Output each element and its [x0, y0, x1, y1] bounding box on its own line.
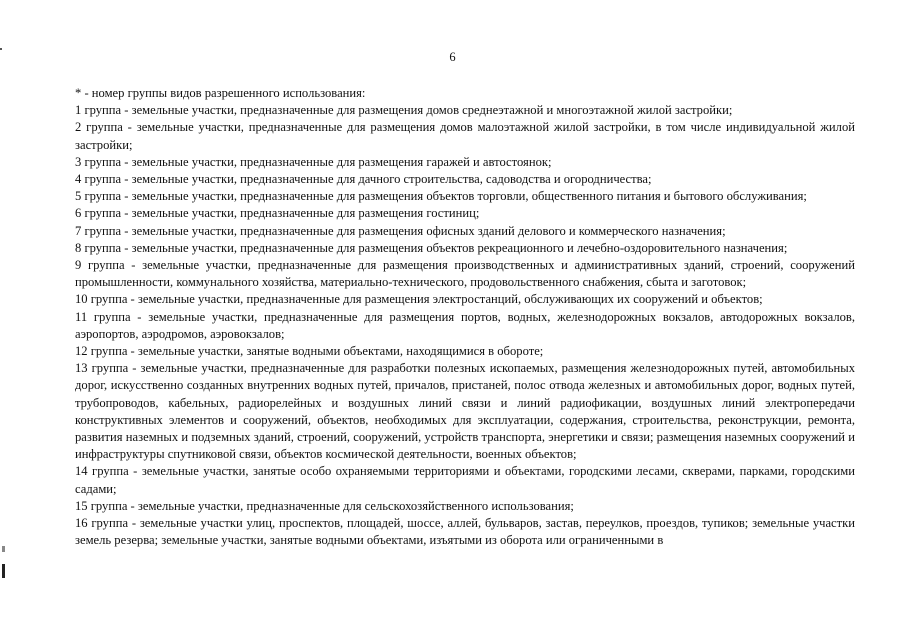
page-number: 6 [449, 50, 456, 64]
group-11: 11 группа - земельные участки, предназначенные для размещения портов, водных, железнодорожных вокзалов, автодорожных вокзалов, аэропортов, аэродромов, аэровокзалов; [75, 309, 855, 341]
group-16: 16 группа - земельные участки улиц, проспектов, площадей, шоссе, аллей, бульваров, застав, переулков, проездов, тупиков; земельные участки земель резерва; земельные участки, занятые водными объектами, изъятыми из оборота или ограниченными в [75, 516, 855, 548]
group-15: 15 группа - земельные участки, предназначенные для сельскохозяйственного использования; [75, 498, 574, 513]
group-10: 10 группа - земельные участки, предназначенные для размещения электростанций, обслуживающих их сооружений и объектов; [75, 292, 763, 307]
intro-line: * - номер группы видов разрешенного использования: [75, 86, 366, 100]
scan-artifact [2, 546, 5, 552]
group-2: 2 группа - земельные участки, предназначенные для размещения домов малоэтажной жилой застройки, в том числе индивидуальной жилой застройки; [75, 120, 855, 152]
group-12: 12 группа - земельные участки, занятые водными объектами, находящимися в обороте; [75, 344, 544, 359]
group-5: 5 группа - земельные участки, предназначенные для размещения объектов торговли, общественного питания и бытового обслуживания; [75, 189, 807, 204]
group-7: 7 группа - земельные участки, предназначенные для размещения офисных зданий делового и коммерческого назначения; [75, 223, 726, 238]
scan-artifact [2, 564, 5, 578]
group-6: 6 группа - земельные участки, предназначенные для размещения гостиниц; [75, 206, 480, 221]
group-14: 14 группа - земельные участки, занятые особо охраняемыми территориями и объектами, городскими лесами, скверами, парками, городскими садами; [75, 464, 855, 496]
document-body [75, 85, 855, 549]
group-1: 1 группа - земельные участки, предназначенные для размещения домов среднеэтажной и многоэтажной жилой застройки; [75, 103, 733, 118]
group-4: 4 группа - земельные участки, предназначенные для дачного строительства, садоводства и огородничества; [75, 172, 652, 187]
group-13: 13 группа - земельные участки, предназначенные для разработки полезных ископаемых, размещения железнодорожных путей, автомобильных дорог, искусственно созданных внутренних водных путей, причалов, пристаней, полос отвода железных и автомобильных дорог, водных путей, трубопроводов, кабельных, радиорелейных и воздушных линий связи и линий радиофикации, воздушных линий электропередачи конструктивных элементов и сооружений, объектов, необходимых для эксплуатации, содержания, строительства, реконструкции, ремонта, развития наземных и подземных зданий, строений, сооружений, устройств транспорта, энергетики и связи; размещения наземных сооружений и инфраструктуры спутниковой связи, объектов космической деятельности, военных объектов; [75, 361, 855, 462]
group-3: 3 группа - земельные участки, предназначенные для размещения гаражей и автостоянок; [75, 154, 552, 169]
group-8: 8 группа - земельные участки, предназначенные для размещения объектов рекреационного и лечебно-оздоровительного назначения; [75, 240, 788, 255]
group-9: 9 группа - земельные участки, предназначенные для размещения производственных и административных зданий, строений, сооружений промышленности, коммунального хозяйства, материально-технического, продовольственного снабжения, сбыта и заготовок; [75, 258, 855, 290]
